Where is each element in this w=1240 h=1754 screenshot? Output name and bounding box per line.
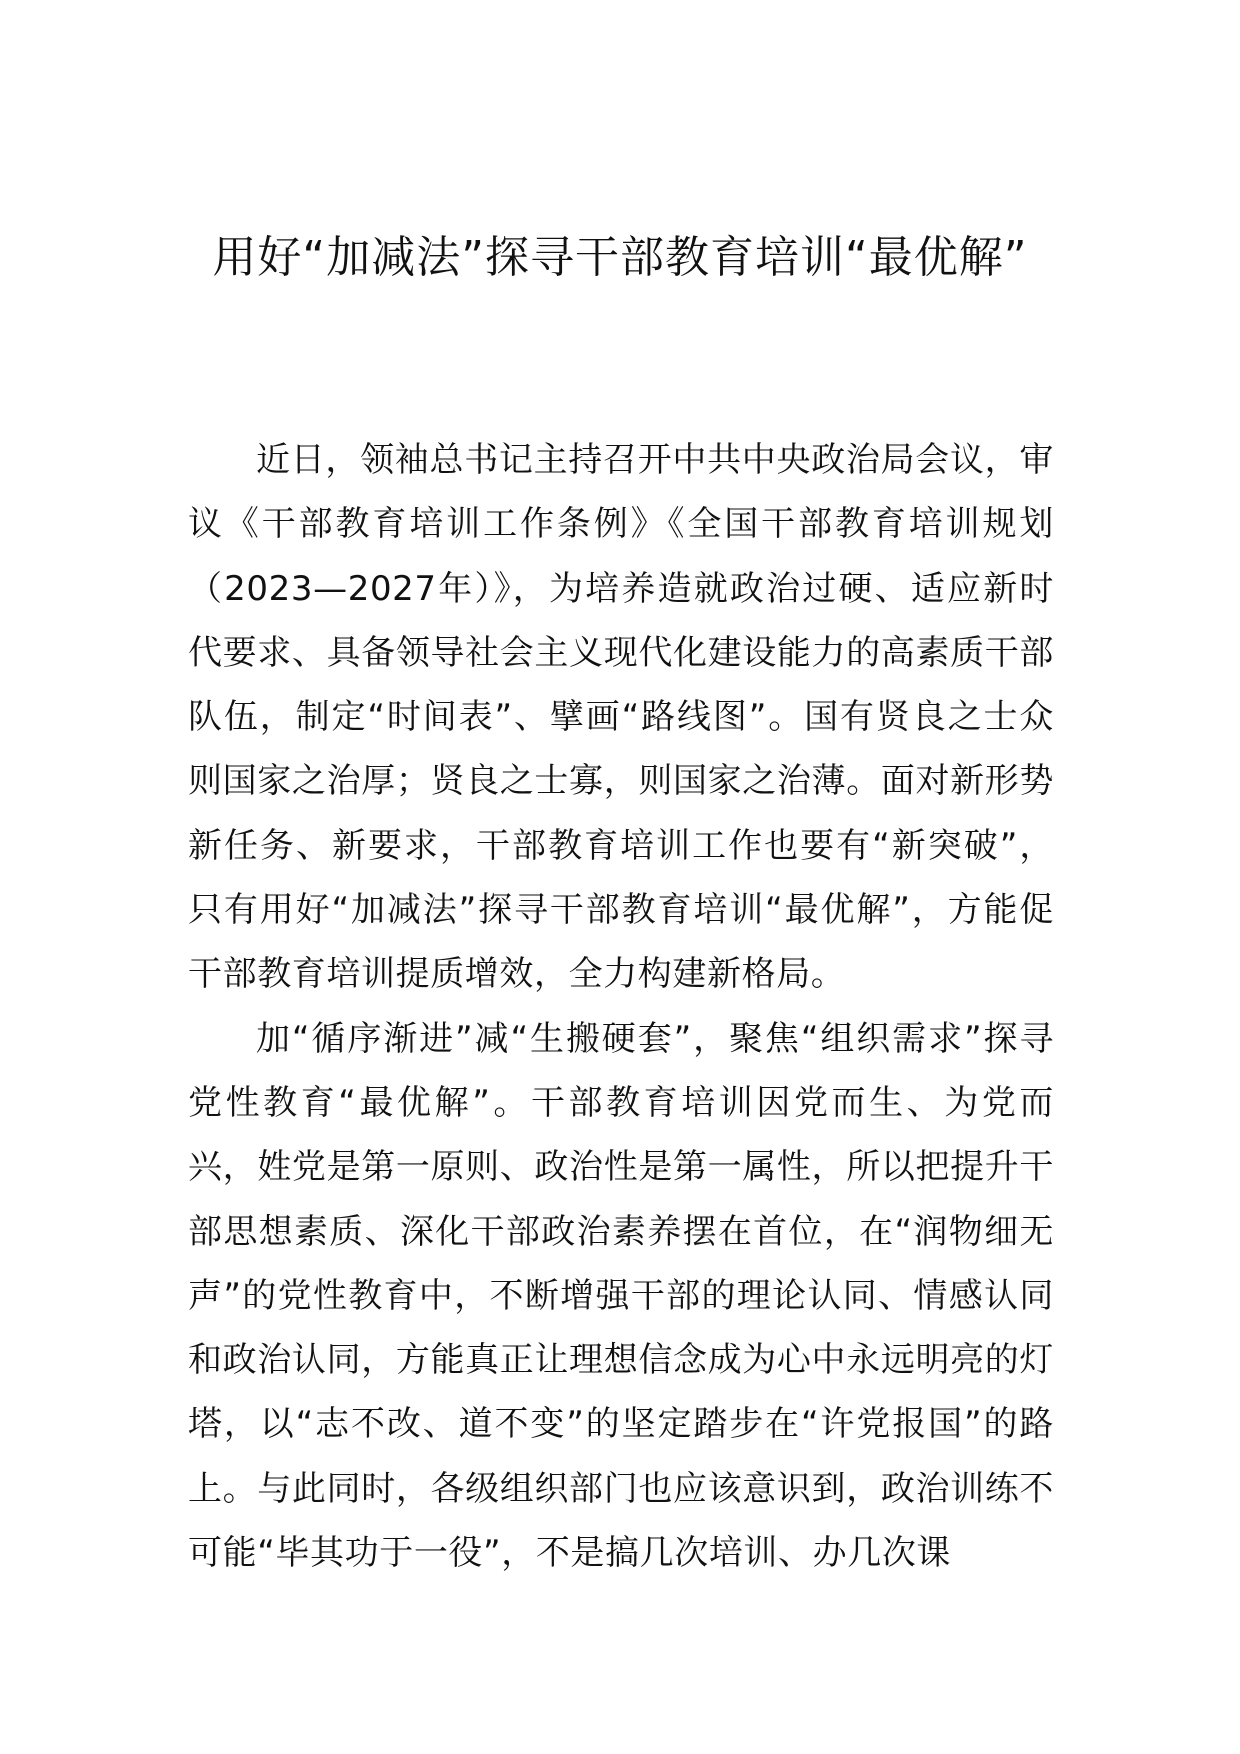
document-title: 用好“加减法”探寻干部教育培训“最优解”	[212, 232, 1028, 283]
document-body	[188, 428, 1054, 1585]
paragraph-1: 近日，领袖总书记主持召开中共中央政治局会议，审议《干部教育培训工作条例》《全国干部教育培训规划（2023—2027年）》，为培养造就政治过硬、适应新时代要求、具备领导社会主义现代化建设能力的高素质干部队伍，制定“时间表”、擘画“路线图”。国有贤良之士众则国家之治厚；贤良之士寡，则国家之治薄。面对新形势新任务、新要求，干部教育培训工作也要有“新突破”，只有用好“加减法”探寻干部教育培训“最优解”，方能促干部教育培训提质增效，全力构建新格局。	[188, 440, 1054, 995]
paragraph-2: 加“循序渐进”减“生搬硬套”，聚焦“组织需求”探寻党性教育“最优解”。干部教育培训因党而生、为党而兴，姓党是第一原则、政治性是第一属性，所以把提升干部思想素质、深化干部政治素养摆在首位，在“润物细无声”的党性教育中，不断增强干部的理论认同、情感认同和政治认同，方能真正让理想信念成为心中永远明亮的灯塔，以“志不改、道不变”的坚定踏步在“许党报国”的路上。与此同时，各级组织部门也应该意识到，政治训练不可能“毕其功于一役”，不是搞几次培训、办几次课	[188, 1018, 1054, 1574]
